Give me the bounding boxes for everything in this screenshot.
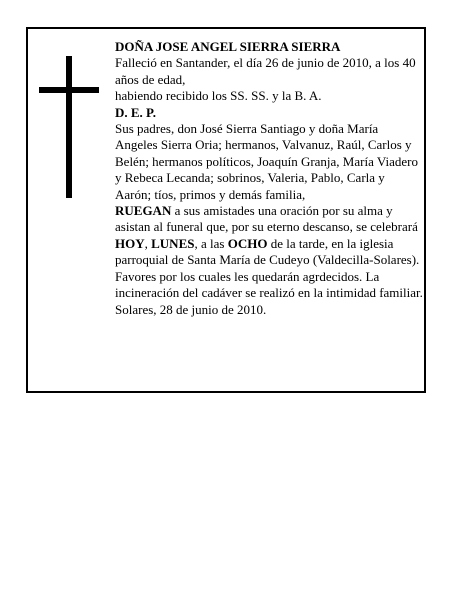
death-line: Falleció en Santander, el día 26 de junio de 2010, a los 40 años de edad, xyxy=(115,55,416,87)
cross-vertical-bar xyxy=(66,56,72,198)
family-paragraph xyxy=(115,121,423,203)
sacraments-line: habiendo recibido los SS. SS. y la B. A. xyxy=(115,88,322,104)
request-paragraph xyxy=(115,203,423,301)
place-date: Solares, 28 de junio de 2010. xyxy=(115,301,267,317)
hoy-word: HOY xyxy=(115,235,145,251)
ocho-word: OCHO xyxy=(227,235,268,251)
ceremony-text: de la tarde, en la iglesia parroquial de Santa María de Cudeyo (Valdecilla-Solares). Favores por los cuales les quedarán agrdecidos. La incineración del cadáver se realizó en la intimidad familiar. xyxy=(115,235,423,301)
cross-icon xyxy=(39,56,99,198)
rip-line: D. E. P. xyxy=(115,104,157,120)
obituary-notice xyxy=(26,27,426,393)
comma-space: , xyxy=(144,235,152,251)
family-text: Sus padres, don José Sierra Santiago y doña María Angeles Sierra Oria; hermanos, Valvanuz, Raúl, Carlos y Belén; hermanos políticos, Joaquín Granja, María Viadero y Rebeca Lecanda; sobrinos, Valeria, Pablo, Carla y Aarón; tíos, primos y demás familia, xyxy=(115,121,418,202)
ruegan-word: RUEGAN xyxy=(115,203,172,219)
notice-text xyxy=(115,39,423,318)
deceased-name: DOÑA JOSE ANGEL SIERRA SIERRA xyxy=(115,39,341,54)
lunes-word: LUNES xyxy=(151,235,195,251)
a-las-text: , a las xyxy=(194,235,228,251)
request-text: a sus amistades una oración por su alma y asistan al funeral que, por su eterno descanso, se celebrará xyxy=(115,203,418,235)
cross-horizontal-bar xyxy=(39,87,99,93)
